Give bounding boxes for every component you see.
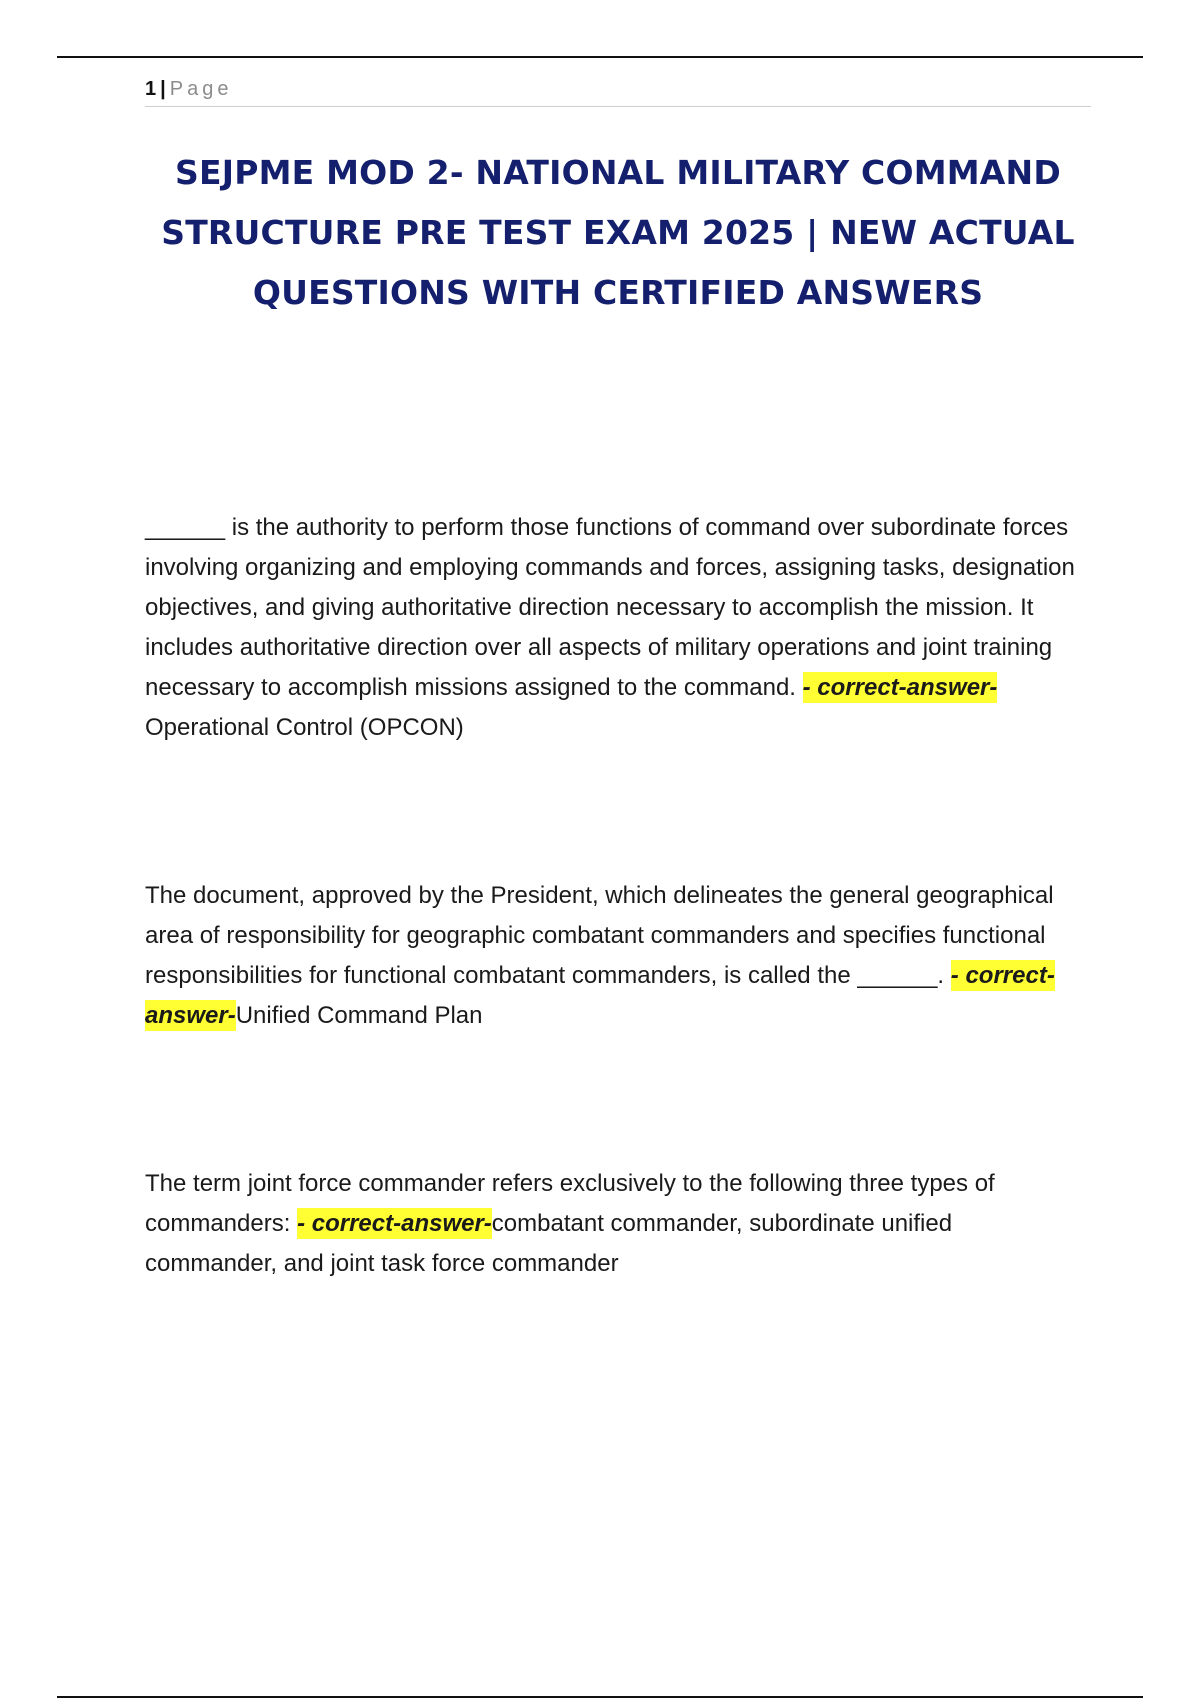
answer-text: Unified Command Plan	[235, 1002, 483, 1029]
answer-marker: - correct-answer-	[297, 1210, 492, 1237]
answer-marker: - correct-answer-	[802, 674, 998, 701]
document-title: SEJPME MOD 2- NATIONAL MILITARY COMMAND STRUCTURE PRE TEST EXAM 2025 | NEW ACTUAL QUESTIONS WITH CERTIFIED ANSWERS	[161, 153, 1075, 312]
answer-text: Operational Control (OPCON)	[145, 714, 464, 741]
question-text: The term joint force commander refers exclusively to the following three types of commanders:	[145, 1170, 995, 1237]
answer-marker: - correct-answer-	[145, 962, 1055, 1029]
qa-item-2	[145, 876, 1090, 1036]
page-number: 1	[145, 78, 157, 100]
question-text: ______ is the authority to perform those functions of command over subordinate forces involving organizing and employing commands and forces, assigning tasks, designation objectives, and giving authoritative direction necessary to accomplish the mission. It includes authoritative direction over all aspects of military operations and joint training necessary to accomplish missions assigned to the command.	[145, 514, 1075, 701]
answer-text: combatant commander, subordinate unified commander, and joint task force commander	[145, 1210, 953, 1277]
page-header	[145, 76, 1091, 107]
top-rule	[57, 56, 1143, 58]
question-text: The document, approved by the President, which delineates the general geographical area of responsibility for geographic combatant commanders and specifies functional responsibilities for functional combatant commanders, is called the ______.	[145, 882, 1054, 989]
page-separator: |	[160, 78, 166, 100]
qa-item-1	[145, 508, 1090, 748]
qa-item-3	[145, 1164, 1090, 1284]
bottom-rule	[57, 1696, 1143, 1698]
page-label: Page	[169, 78, 233, 100]
